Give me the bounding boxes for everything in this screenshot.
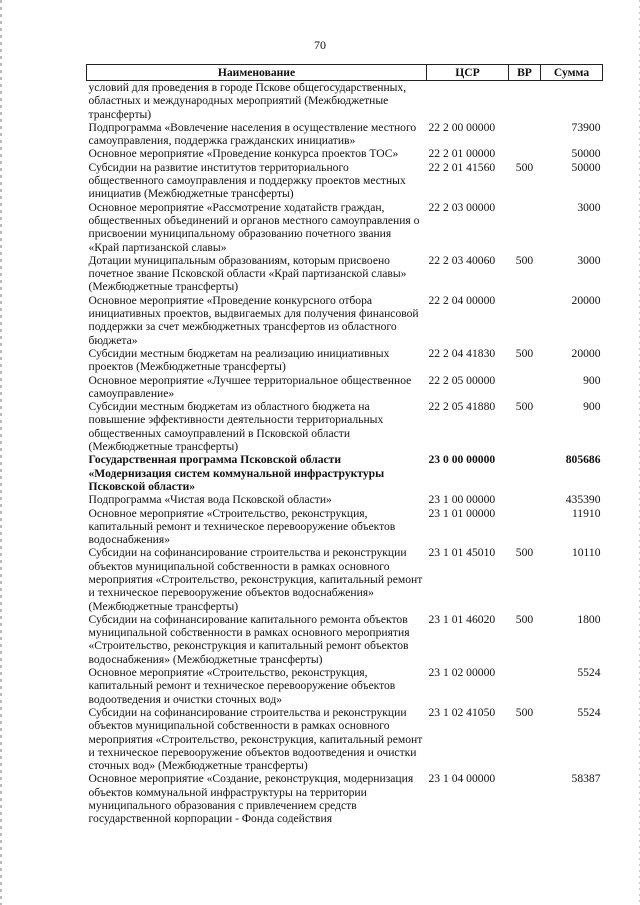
cell-vr: 500 (515, 400, 534, 414)
table-body (87, 81, 603, 826)
cell-vr (509, 507, 541, 547)
cell-sum: 900 (583, 400, 601, 414)
cell-csr: 23 1 02 00000 (428, 666, 496, 680)
cell-name: Основное мероприятие «Строительство, реконструкция, капитальный ремонт и техническое перевооружение объектов водоотведения и очистки сточных вод» (88, 666, 396, 706)
cell-sum: 11910 (571, 506, 601, 520)
cell-vr (509, 147, 541, 160)
header-vr: ВР (509, 65, 541, 81)
table-row (87, 374, 603, 401)
cell-name: Дотации муниципальным образованиям, которым присвоено почетное звание Псковской области «Край партизанской славы» (Межбюджетные трансферты) (88, 253, 407, 294)
cell-name: Основное мероприятие «Рассмотрение ходатайств граждан, общественных объединений и органов местного самоуправления о присвоении муниципальному образованию почетного звания «Край партизанской славы» (88, 200, 420, 254)
table-row (87, 81, 603, 121)
cell-name: Субсидии местным бюджетам из областного бюджета на повышение эффективности деятельности территориальных общественных самоуправлений в Псковской области (Межбюджетные трансферты) (88, 400, 384, 454)
header-csr: ЦСР (427, 65, 509, 81)
cell-vr (509, 772, 541, 825)
cell-sum: 73900 (571, 120, 601, 134)
cell-sum: 58387 (571, 772, 601, 786)
table-row (87, 772, 603, 825)
table-row (87, 613, 603, 666)
cell-vr (509, 81, 541, 121)
cell-vr (509, 493, 541, 506)
cell-csr (427, 81, 509, 121)
cell-csr: 22 2 03 00000 (428, 200, 496, 214)
cell-sum: 805686 (565, 453, 601, 467)
cell-csr: 22 2 03 40060 (428, 253, 496, 267)
cell-vr (509, 666, 541, 706)
table-row (87, 400, 603, 453)
table-row (87, 347, 603, 374)
cell-csr: 22 2 00 00000 (428, 120, 496, 134)
table-row (87, 493, 603, 506)
cell-csr: 23 1 04 00000 (428, 772, 496, 786)
table-row (87, 147, 603, 160)
cell-vr: 500 (515, 346, 534, 360)
cell-name: Основное мероприятие «Лучшее территориальное общественное самоуправление» (88, 373, 412, 400)
cell-csr: 23 1 01 00000 (428, 506, 496, 520)
cell-name: Основное мероприятие «Строительство, реконструкция, капитальный ремонт и техническое перевооружение объектов водоснабжения» (88, 506, 396, 547)
cell-csr: 23 1 01 46020 (428, 612, 496, 626)
cell-name: Субсидии на софинансирование строительства и реконструкции объектов муниципальной собственности в рамках основного мероприятия «Строительство, реконструкция, капитальный ремонт и техническое перевооружение объектов водоснабжения» (Межбюджетные трансферты) (88, 546, 423, 613)
cell-name: Основное мероприятие «Проведение конкурсного отбора инициативных проектов, выдвигаемых для получения финансовой поддержки за счет межбюджетных трансфертов из областного бюджета» (88, 293, 419, 347)
table-row (87, 294, 603, 347)
cell-sum (541, 81, 603, 121)
cell-sum: 20000 (571, 293, 601, 307)
cell-vr (509, 294, 541, 347)
cell-vr (509, 453, 541, 493)
table-row (87, 546, 603, 612)
cell-csr: 23 1 02 41050 (428, 705, 496, 719)
cell-csr: 23 1 00 00000 (428, 493, 496, 507)
scan-left-edge (0, 0, 2, 905)
cell-vr (509, 374, 541, 401)
cell-sum: 3000 (577, 200, 601, 214)
cell-vr (509, 201, 541, 254)
cell-csr: 23 0 00 00000 (428, 453, 496, 467)
cell-name: Основное мероприятие «Проведение конкурса проектов ТОС» (88, 147, 399, 161)
cell-name: Подпрограмма «Вовлечение населения в осуществление местного самоуправления, поддержка гражданских инициатив» (88, 120, 417, 148)
cell-csr: 22 2 01 41560 (428, 160, 496, 174)
cell-sum: 1800 (577, 612, 601, 626)
cell-vr: 500 (515, 546, 534, 560)
cell-sum: 3000 (577, 253, 601, 267)
cell-name: Субсидии на софинансирование строительства и реконструкции объектов муниципальной собственности в рамках основного мероприятия «Строительство, реконструкция, капитальный ремонт и техническое перевооружение объектов водоотведения и очистки сточных вод» (Межбюджетные трансферты) (88, 705, 423, 773)
cell-vr: 500 (515, 253, 534, 267)
table-row (87, 453, 603, 493)
table-row (87, 666, 603, 706)
table-row (87, 254, 603, 294)
cell-csr: 22 2 04 00000 (428, 293, 496, 307)
page-number: 70 (314, 38, 326, 52)
cell-vr: 500 (515, 705, 534, 719)
cell-name: Подпрограмма «Чистая вода Псковской области» (88, 493, 332, 507)
cell-sum: 5524 (577, 666, 601, 680)
cell-sum: 50000 (571, 147, 601, 161)
table-row (87, 121, 603, 148)
cell-sum: 5524 (577, 705, 601, 719)
header-sum: Сумма (541, 65, 603, 81)
table-row (87, 706, 603, 772)
cell-vr: 500 (515, 612, 534, 626)
table-row (87, 161, 603, 201)
cell-csr: 22 2 05 41880 (428, 400, 496, 414)
cell-csr: 22 2 01 00000 (428, 147, 496, 161)
cell-csr: 22 2 04 41830 (428, 346, 496, 360)
cell-sum: 50000 (571, 160, 601, 174)
cell-sum: 10110 (571, 546, 601, 560)
cell-csr: 22 2 05 00000 (428, 373, 496, 387)
cell-name: Субсидии на развитие институтов территориального общественного самоуправления и поддержку проектов местных инициатив (Межбюджетные трансферты) (88, 160, 406, 201)
cell-sum: 20000 (571, 346, 601, 360)
cell-csr: 23 1 01 45010 (428, 546, 496, 560)
cell-vr: 500 (515, 160, 534, 174)
cell-name: Основное мероприятие «Создание, реконструкция, модернизация объектов коммунальной инфраструктуры на территории муниципального образования с привлечением средств государственной корпорации - Фонда содействия (88, 772, 414, 826)
cell-name: Государственная программа Псковской области «Модернизация систем коммунальной инфраструктуры Псковской области» (88, 453, 385, 493)
table-header-row (87, 65, 603, 81)
budget-table (86, 64, 603, 826)
header-name: Наименование (87, 65, 427, 81)
cell-sum: 435390 (565, 493, 601, 507)
cell-name: Субсидии местным бюджетам на реализацию инициативных проектов (Межбюджетные трансферты) (88, 346, 390, 374)
table-row (87, 507, 603, 547)
cell-sum: 900 (583, 373, 601, 387)
table-row (87, 201, 603, 254)
cell-name: условий для проведения в городе Пскове общегосударственных, областных и международных мероприятий (Межбюджетные трансферты) (88, 81, 407, 121)
cell-vr (509, 121, 541, 148)
cell-name: Субсидии на софинансирование капитального ремонта объектов муниципальной собственности в рамках основного мероприятия «Строительство, реконструкция и капитальный ремонт объектов водоснабжения» (Межбюджетные трансферты) (88, 612, 410, 666)
